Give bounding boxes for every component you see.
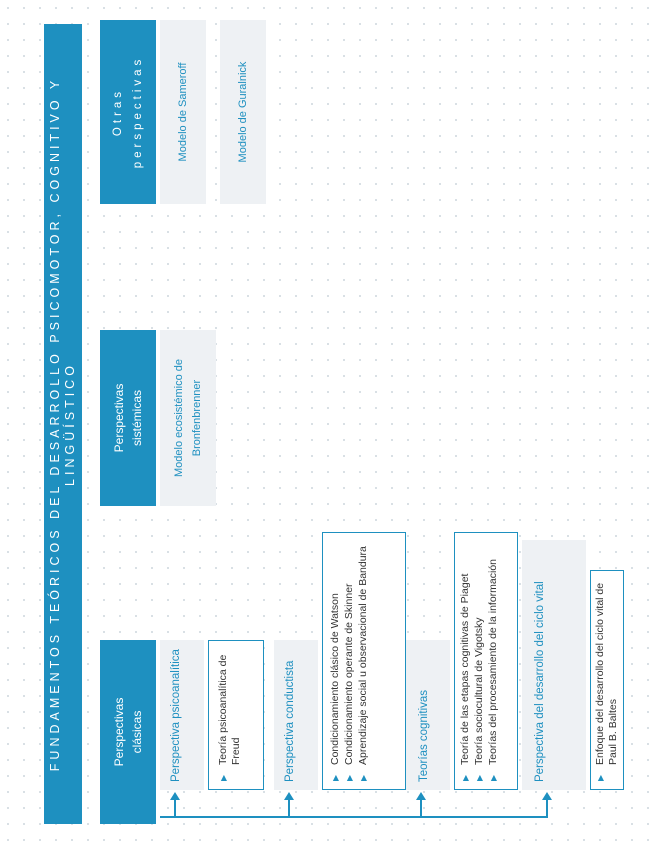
arrow-vital-icon bbox=[542, 792, 552, 800]
classical-header bbox=[100, 640, 156, 824]
list-item: ▶ Teoría sociocultural de Vigotsky bbox=[473, 617, 485, 781]
group-cogn bbox=[406, 640, 450, 790]
group-vital-list bbox=[594, 577, 620, 783]
connector-conduct-h bbox=[288, 798, 290, 818]
connector-conduct bbox=[174, 816, 290, 818]
list-item: ▶ Enfoque del desarrollo del ciclo vital de Paul B. Baltes bbox=[594, 582, 619, 781]
group-vital bbox=[522, 540, 586, 790]
systemic-item-label: Modelo ecosistémico de Bronfenbrenner bbox=[173, 359, 203, 478]
list-item: ▶ Condicionamiento operante de Skinner bbox=[343, 583, 355, 781]
list-item: ▶ Teoría de las etapas cognitivas de Piaget bbox=[459, 573, 471, 781]
bullet-arrow-icon: ▶ bbox=[489, 774, 498, 781]
other-item-guralnick-label: Modelo de Guralnick bbox=[237, 61, 249, 163]
bullet-arrow-icon: ▶ bbox=[219, 774, 228, 781]
group-conduct bbox=[274, 640, 318, 790]
group-conduct-list bbox=[329, 539, 370, 783]
group-psico-box bbox=[208, 640, 264, 790]
systemic-header-label: Perspectivas sistémicas bbox=[112, 383, 144, 453]
other-item-guralnick bbox=[220, 20, 266, 204]
group-cogn-box bbox=[454, 532, 518, 790]
arrow-cogn-icon bbox=[416, 792, 426, 800]
title-bar bbox=[44, 24, 82, 824]
connector-psico-h bbox=[174, 798, 176, 818]
systemic-header bbox=[100, 330, 156, 506]
bullet-arrow-icon: ▶ bbox=[475, 774, 484, 781]
other-item-sameroff bbox=[160, 20, 206, 204]
other-header-label: Otras perspectivas bbox=[112, 55, 144, 169]
systemic-item bbox=[160, 330, 216, 506]
bullet-arrow-icon: ▶ bbox=[345, 774, 354, 781]
arrow-conduct-icon bbox=[284, 792, 294, 800]
group-vital-label: Perspectiva del desarrollo del ciclo vital bbox=[534, 581, 546, 782]
group-psico bbox=[160, 640, 204, 790]
other-header bbox=[100, 20, 156, 204]
bullet-arrow-icon: ▶ bbox=[461, 774, 470, 781]
group-psico-list bbox=[217, 647, 243, 783]
list-item: ▶ Condicionamiento clásico de Watson bbox=[329, 593, 341, 781]
group-cogn-label: Teorías cognitivas bbox=[418, 689, 430, 782]
bullet-arrow-icon: ▶ bbox=[596, 774, 605, 781]
connector-psico bbox=[160, 816, 174, 818]
diagram-canvas bbox=[44, 24, 624, 824]
title-line-2: LINGÜÍSTICO bbox=[63, 362, 77, 486]
arrow-psico-icon bbox=[170, 792, 180, 800]
connector-cogn-h bbox=[420, 798, 422, 818]
connector-vital-h bbox=[546, 798, 548, 818]
connector-cogn bbox=[288, 816, 422, 818]
list-item: ▶ Teorías del procesamiento de la información bbox=[487, 558, 499, 781]
other-item-sameroff-label: Modelo de Sameroff bbox=[177, 62, 189, 162]
group-cogn-list bbox=[459, 539, 500, 783]
list-item: ▶ Aprendizaje social u observacional de Bandura bbox=[357, 546, 369, 781]
group-psico-label: Perspectiva psicoanalítica bbox=[170, 649, 182, 782]
title-line-1: FUNDAMENTOS TEÓRICOS DEL DESARROLLO PSICOMOTOR, COGNITIVO Y bbox=[48, 76, 62, 772]
connector-vital bbox=[420, 816, 548, 818]
group-conduct-box bbox=[322, 532, 406, 790]
bullet-arrow-icon: ▶ bbox=[359, 774, 368, 781]
classical-header-label: Perspectivas clásicas bbox=[112, 697, 144, 767]
group-vital-box bbox=[590, 570, 624, 790]
group-conduct-label: Perspectiva conductista bbox=[284, 660, 296, 782]
bullet-arrow-icon: ▶ bbox=[331, 774, 340, 781]
list-item: ▶ Teoría psicoanalítica de Freud bbox=[217, 654, 242, 781]
